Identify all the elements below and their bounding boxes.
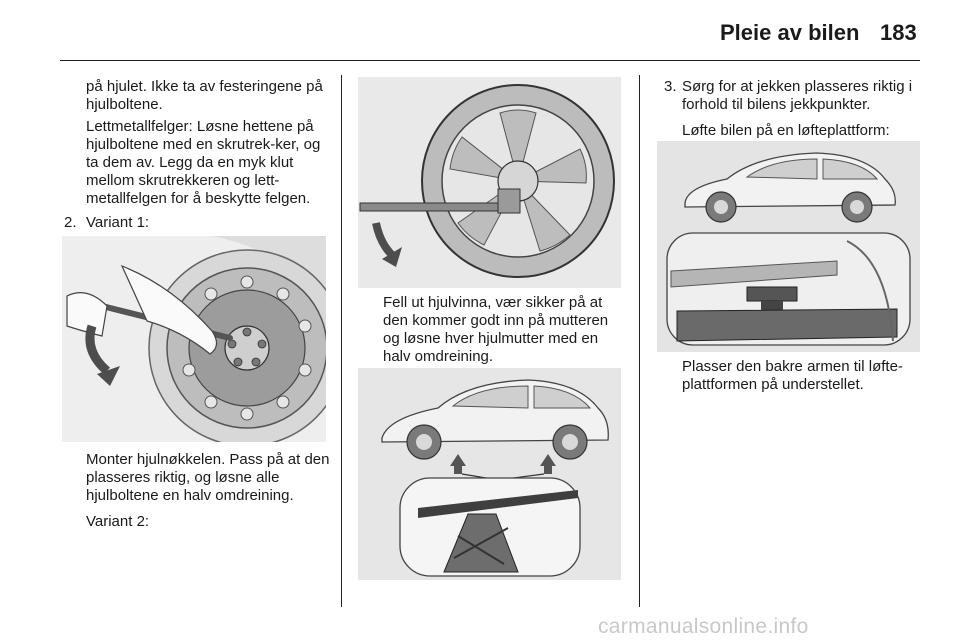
step-3-text: Sørg for at jekken plasseres riktig i forhold til bilens jekkpunkter. — [682, 78, 913, 113]
col2-paragraph-1: Fell ut hjulvinna, vær sikker på at den kommer godt inn på mutteren og løsne hver hjulmutter med en halv omdreining. — [383, 294, 609, 365]
figure-car-jack-points — [358, 368, 621, 580]
col1-paragraph-2: Lettmetallfelger: Løsne hettene på hjulboltene med en skrutrek-ker, og ta dem av. Legg da en myk klut mellom skrutrekkeren og lett-metallfelgen for å beskytte felgen. — [86, 118, 321, 207]
watermark: carmanualsonline.info — [598, 615, 809, 638]
column-divider-right — [639, 75, 640, 607]
col3-paragraph-2: Plasser den bakre armen til løfte-plattformen på understellet. — [682, 358, 903, 393]
col1-paragraph-3: Monter hjulnøkkelen. Pass på at den plasseres riktig, og løsne alle hjulboltene en halv omdreining. — [86, 451, 330, 504]
step-2-label: Variant 1: — [86, 214, 150, 231]
column-divider-left — [341, 75, 342, 607]
figure-spare-wheel-wrench — [358, 77, 621, 288]
col1-paragraph-4: Variant 2: — [86, 513, 150, 530]
col1-paragraph-1: på hjulet. Ikke ta av festeringene på hjulboltene. — [86, 78, 323, 113]
step-3-number: 3. — [664, 78, 677, 95]
step-2-number: 2. — [64, 214, 77, 231]
figure-wheel-wrench — [62, 236, 326, 442]
col3-paragraph-1: Løfte bilen på en løfteplattform: — [682, 122, 890, 139]
header-title: Pleie av bilen — [720, 20, 860, 45]
figure-lift-platform — [657, 141, 920, 352]
page-number: 183 — [880, 20, 917, 45]
header-rule — [60, 60, 920, 61]
